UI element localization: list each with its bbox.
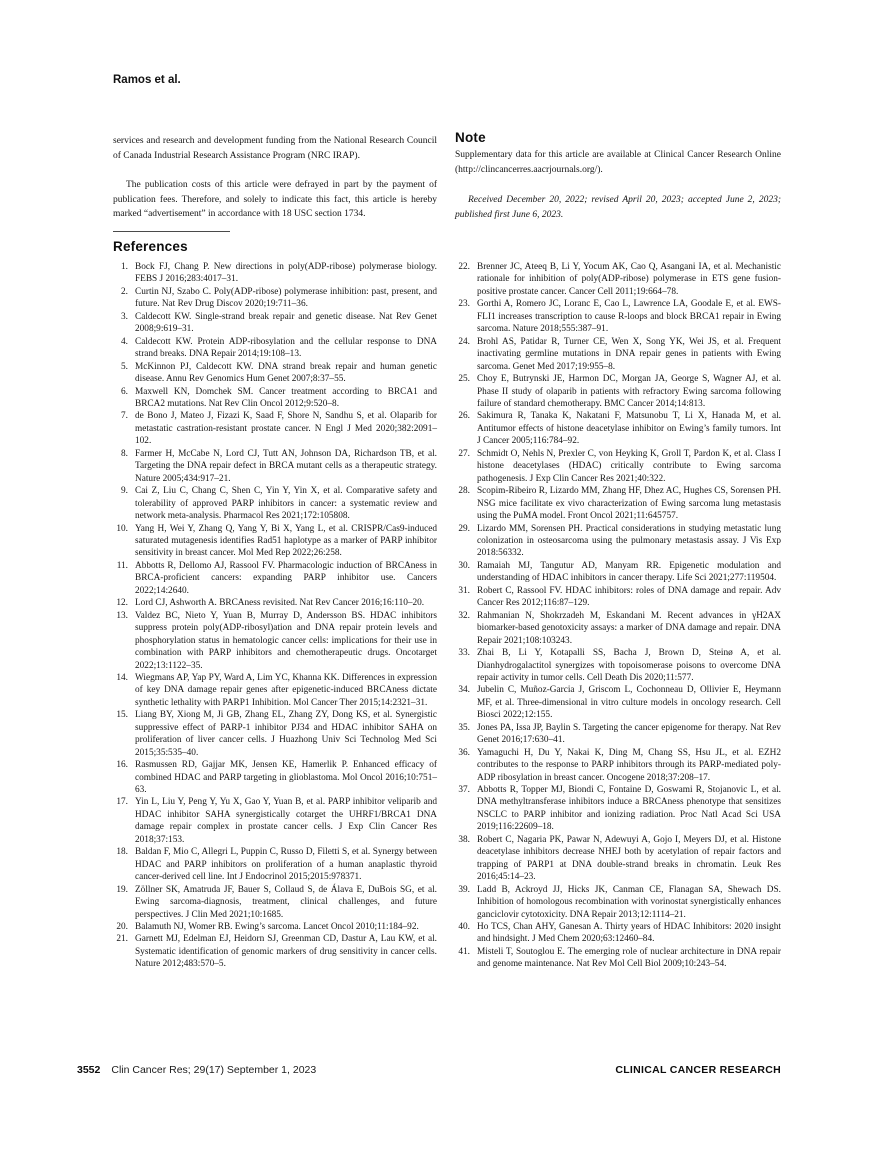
note-heading: Note — [455, 130, 486, 145]
reference-number: 11. — [116, 560, 128, 571]
reference-number: 21. — [116, 934, 128, 945]
reference-text: Curtin NJ, Szabo C. Poly(ADP-ribose) polymerase inhibition: past, present, and future. Nat Rev Drug Discov 2020;19:711–36. — [135, 286, 437, 310]
reference-text: Cai Z, Liu C, Chang C, Shen C, Yin Y, Yin X, et al. Comparative safety and tolerability of approved PARP inhibitors in cancer: a systematic review and network meta-analysis. Pharmacol Res 2021;172:105808. — [135, 486, 437, 522]
note-section — [455, 130, 781, 222]
reference-text: Abbotts R, Topper MJ, Biondi C, Fontaine D, Goswami R, Stojanovic L, et al. DNA methyltransferase inhibitors induce a BRCAness phenotype that sensitizes NSCLC to PARP inhibitor and ionizing radiation. Proc Natl Acad Sci USA 2019;116:22609–18. — [477, 785, 781, 833]
reference-item — [455, 610, 781, 647]
reference-item — [113, 361, 437, 386]
reference-number: 38. — [458, 834, 470, 845]
reference-item — [113, 846, 437, 883]
reference-text: McKinnon PJ, Caldecott KW. DNA strand break repair and human genetic disease. Annu Rev Genomics Hum Genet 2007;8:37–55. — [135, 361, 437, 385]
reference-text: Gorthi A, Romero JC, Loranc E, Cao L, Lawrence LA, Goodale E, et al. EWS-FLI1 increases transcription to cause R-loops and block BRCA1 repair in Ewing sarcoma. Nature 2018;555:387–91. — [477, 299, 781, 335]
reference-number: 18. — [116, 847, 128, 858]
reference-text: Sakimura R, Tanaka K, Nakatani F, Matsunobu T, Li X, Hanada M, et al. Antitumor effects of histone deacetylase inhibitor on Ewing’s family tumors. Int J Cancer 2005;116:784–92. — [477, 411, 781, 447]
reference-item — [113, 884, 437, 921]
reference-text: Jones PA, Issa JP, Baylin S. Targeting the cancer epigenome for therapy. Nat Rev Genet 2016;17:630–41. — [477, 722, 781, 746]
reference-text: Balamuth NJ, Womer RB. Ewing’s sarcoma. Lancet Oncol 2010;11:184–92. — [135, 922, 419, 933]
reference-item — [113, 485, 437, 522]
reference-item — [455, 523, 781, 560]
reference-text: Valdez BC, Nieto Y, Yuan B, Murray D, Andersson BS. HDAC inhibitors suppress protein poly(ADP-ribosyl)ation and DNA repair protein levels and phosphorylation status in hematologic cancer cells: implications for their use in combination with PARP inhibitors and chemotherapeutic drugs. Oncotarget 2022;13:1122–35. — [135, 610, 437, 671]
reference-number: 5. — [121, 361, 128, 372]
reference-item — [113, 759, 437, 796]
reference-text: Yang H, Wei Y, Zhang Q, Yang Y, Bi X, Yang L, et al. CRISPR/Cas9-induced saturated mutagenesis identifies Rad51 haplotype as a marker of PARP inhibitor sensitivity in breast cancer. Mol Med Rep 2022;26:258. — [135, 523, 437, 559]
reference-text: Ladd B, Ackroyd JJ, Hicks JK, Canman CE, Flanagan SA, Shewach DS. Inhibition of homologous recombination with vorinostat synergistically enhances ganciclovir cytotoxicity. DNA Repair 2013;12:1114–21. — [477, 884, 781, 920]
reference-number: 40. — [458, 922, 470, 933]
reference-text: Schmidt O, Nehls N, Prexler C, von Heyking K, Groll T, Pardon K, et al. Class I histone deacetylases (HDAC) critically contribute to Ewing sarcoma pathogenesis. J Exp Clin Cancer Res 2021;40:322. — [477, 448, 781, 484]
reference-number: 8. — [121, 448, 128, 459]
reference-number: 22. — [458, 262, 470, 272]
reference-text: Abbotts R, Dellomo AJ, Rassool FV. Pharmacologic induction of BRCAness in BRCA-proficient cancers: expanding PARP inhibitor use. Cancers 2022;14:2640. — [135, 560, 437, 596]
reference-number: 32. — [458, 610, 470, 621]
reference-text: Yamaguchi H, Du Y, Nakai K, Ding M, Chang SS, Hsu JL, et al. EZH2 contributes to the response to PARP inhibitors through its PARP-mediated poly-ADP ribosylation in breast cancer. Oncogene 2018;37:208–17. — [477, 747, 781, 783]
reference-item — [455, 336, 781, 373]
reference-number: 13. — [116, 610, 128, 621]
reference-text: Ramaiah MJ, Tangutur AD, Manyam RR. Epigenetic modulation and understanding of HDAC inhibitors in cancer therapy. Life Sci 2021;277:119504. — [477, 560, 781, 584]
reference-item — [455, 921, 781, 946]
reference-item — [113, 921, 437, 933]
reference-text: Maxwell KN, Domchek SM. Cancer treatment according to BRCA1 and BRCA2 mutations. Nat Rev Clin Oncol 2012;9:520–8. — [135, 386, 437, 409]
footer-left — [77, 1064, 316, 1076]
references-column-1 — [113, 261, 437, 971]
reference-number: 39. — [458, 884, 470, 895]
reference-item — [455, 448, 781, 485]
reference-text: Lizardo MM, Sorensen PH. Practical considerations in studying metastatic lung colonization in osteosarcoma using the pulmonary metastasis assay. J Vis Exp 2018:56332. — [477, 523, 781, 559]
reference-item — [113, 336, 437, 361]
reference-text: Caldecott KW. Protein ADP-ribosylation and the cellular response to DNA strand breaks. DNA Repair 2014;19:108–13. — [135, 336, 437, 360]
running-head: Ramos et al. — [113, 74, 181, 86]
reference-number: 27. — [458, 448, 470, 459]
reference-number: 34. — [458, 685, 470, 696]
reference-text: Yin L, Liu Y, Peng Y, Yu X, Gao Y, Yuan B, et al. PARP inhibitor veliparib and HDAC inhibitor SAHA synergistically cotarget the UHRF1/BRCA1 DNA damage repair complex in prostate cancer cells. J Exp Clin Cancer Res 2018;37:153. — [135, 797, 437, 845]
reference-number: 33. — [458, 648, 470, 659]
reference-item — [113, 386, 437, 411]
reference-text: Farmer H, McCabe N, Lord CJ, Tutt AN, Johnson DA, Richardson TB, et al. Targeting the DNA repair defect in BRCA mutant cells as a therapeutic strategy. Nature 2005;434:917–21. — [135, 448, 437, 484]
acknowledgments-paragraph-2: The publication costs of this article were defrayed in part by the payment of publication fees. Therefore, and solely to indicate this fact, this article is hereby marked “advertisement” in accordance with 18 USC section 1734. — [113, 180, 437, 220]
reference-item — [113, 672, 437, 709]
reference-text: Bock FJ, Chang P. New directions in poly(ADP-ribose) polymerase biology. FEBS J 2016;283:4017–31. — [135, 262, 437, 285]
reference-item — [113, 933, 437, 970]
reference-text: Rasmussen RD, Gajjar MK, Jensen KE, Hamerlik P. Enhanced efficacy of combined HDAC and PARP targeting in glioblastoma. Mol Oncol 2016;10:751–63. — [135, 760, 437, 796]
reference-text: Rahmanian N, Shokrzadeh M, Eskandani M. Recent advances in γH2AX biomarker-based genotoxicity assays: a marker of DNA damage and repair. DNA Repair 2021;108:103243. — [477, 610, 781, 646]
reference-number: 26. — [458, 411, 470, 422]
reference-item — [455, 946, 781, 971]
reference-item — [455, 647, 781, 684]
reference-number: 14. — [116, 672, 128, 683]
reference-text: Liang BY, Xiong M, Ji GB, Zhang EL, Zhang ZY, Dong KS, et al. Synergistic suppressive effect of PARP-1 inhibitor PJ34 and HDAC inhibitor SAHA on proliferation of liver cancer cells. J Huazhong Univ Sci Technolog Med Sci 2015;35:535–40. — [135, 710, 437, 758]
reference-text: Choy E, Butrynski JE, Harmon DC, Morgan JA, George S, Wagner AJ, et al. Phase II study of olaparib in patients with refractory Ewing sarcoma following failure of standard chemotherapy. BMC Cancer 2014;14:813. — [477, 374, 781, 409]
reference-number: 2. — [121, 286, 128, 297]
reference-number: 3. — [121, 311, 128, 322]
reference-item — [455, 261, 781, 298]
reference-number: 30. — [458, 560, 470, 571]
reference-text: Misteli T, Soutoglou E. The emerging role of nuclear architecture in DNA repair and genome maintenance. Nat Rev Mol Cell Biol 2009;10:243–54. — [477, 946, 781, 970]
reference-text: Garnett MJ, Edelman EJ, Heidorn SJ, Greenman CD, Dastur A, Lau KW, et al. Systematic identification of genomic markers of drug sensitivity in cancer cells. Nature 2012;483:570–5. — [135, 934, 437, 970]
reference-item — [455, 834, 781, 884]
journal-citation: Clin Cancer Res; 29(17) September 1, 2023 — [111, 1064, 317, 1076]
reference-number: 31. — [458, 585, 470, 596]
reference-text: Caldecott KW. Single-strand break repair and genetic disease. Nat Rev Genet 2008;9:619–31. — [135, 311, 437, 335]
reference-number: 4. — [121, 336, 128, 347]
reference-item — [113, 597, 437, 609]
reference-item — [455, 560, 781, 585]
references-column-2 — [455, 261, 781, 971]
reference-number: 37. — [458, 785, 470, 796]
reference-number: 25. — [458, 374, 470, 385]
reference-text: Lord CJ, Ashworth A. BRCAness revisited. Nat Rev Cancer 2016;16:110–20. — [135, 598, 425, 609]
journal-name: CLINICAL CANCER RESEARCH — [615, 1064, 781, 1076]
reference-text: Baldan F, Mio C, Allegri L, Puppin C, Russo D, Filetti S, et al. Synergy between HDAC and PARP inhibitors on proliferation of a human anaplastic thyroid cancer-derived cell line. Int J Endocrinol 2015;2015:978371. — [135, 847, 437, 883]
reference-item — [113, 286, 437, 311]
reference-item — [455, 884, 781, 921]
reference-item — [455, 684, 781, 721]
reference-number: 35. — [458, 722, 470, 733]
page-number: 3552 — [77, 1064, 101, 1076]
reference-text: Zöllner SK, Amatruda JF, Bauer S, Collaud S, de Álava E, DuBois SG, et al. Ewing sarcoma-diagnosis, treatment, clinical challenges, and future perspectives. J Clin Med 2021;10:1685. — [135, 884, 437, 920]
reference-item — [455, 784, 781, 834]
reference-text: Brenner JC, Ateeq B, Li Y, Yocum AK, Cao Q, Asangani IA, et al. Mechanistic rationale for inhibition of poly(ADP-ribose) polymerase in ETS gene fusion-positive prostate cancer. Cancer Cell 2011;19:664–78. — [477, 262, 781, 297]
reference-number: 41. — [458, 946, 470, 957]
reference-text: Ho TCS, Chan AHY, Ganesan A. Thirty years of HDAC Inhibitors: 2020 insight and hindsight. J Med Chem 2020;63:12460–84. — [477, 922, 781, 945]
reference-number: 10. — [116, 523, 128, 534]
reference-number: 12. — [116, 598, 128, 609]
note-paragraph-2: Received December 20, 2022; revised April 20, 2023; accepted June 2, 2023; published first June 6, 2023. — [455, 195, 781, 220]
reference-number: 17. — [116, 797, 128, 808]
reference-number: 29. — [458, 523, 470, 534]
reference-item — [113, 709, 437, 759]
note-paragraph-1: Supplementary data for this article are available at Clinical Cancer Research Online (http://clincancerres.aacrjournals.org/). — [455, 150, 781, 175]
reference-item — [455, 373, 781, 410]
reference-number: 23. — [458, 299, 470, 310]
reference-item — [455, 298, 781, 335]
acknowledgments-column — [113, 134, 437, 222]
reference-item — [113, 410, 437, 447]
reference-text: Robert C, Nagaria PK, Pawar N, Adewuyi A, Gojo I, Meyers DJ, et al. Histone deacetylase inhibitors decrease NHEJ both by acetylation of repair factors and trapping of PARP1 at DNA double-strand breaks in chromatin. Leuk Res 2016;45:14–23. — [477, 834, 781, 883]
reference-number: 15. — [116, 710, 128, 721]
reference-number: 6. — [121, 386, 128, 397]
reference-text: Scopim-Ribeiro R, Lizardo MM, Zhang HF, Dhez AC, Hughes CS, Sorensen PH. NSG mice facilitate ex vivo characterization of Ewing sarcoma lung metastasis using the PuMA model. Front Oncol 2021;11:645757. — [477, 486, 781, 522]
reference-item — [455, 410, 781, 447]
reference-item — [455, 485, 781, 522]
reference-text: de Bono J, Mateo J, Fizazi K, Saad F, Shore N, Sandhu S, et al. Olaparib for metastatic castration-resistant prostate cancer. N Engl J Med 2020;382:2091–102. — [135, 411, 437, 447]
reference-text: Jubelin C, Muñoz-Garcia J, Griscom L, Cochonneau D, Ollivier E, Heymann MF, et al. Three-dimensional in vitro culture models in oncology research. Cell Biosci 2022;12:155. — [477, 685, 781, 721]
reference-number: 1. — [121, 262, 128, 272]
reference-number: 16. — [116, 760, 128, 771]
reference-item — [113, 796, 437, 846]
references-heading: References — [113, 239, 188, 254]
section-divider-rule — [113, 231, 230, 232]
reference-number: 24. — [458, 336, 470, 347]
reference-item — [455, 722, 781, 747]
reference-number: 9. — [121, 486, 128, 497]
reference-item — [113, 448, 437, 485]
reference-number: 36. — [458, 747, 470, 758]
reference-item — [113, 261, 437, 286]
acknowledgments-paragraph-1: services and research and development funding from the National Research Council of Canada Industrial Research Assistance Program (NRC IRAP). — [113, 136, 437, 161]
reference-number: 7. — [121, 411, 128, 422]
reference-item — [113, 560, 437, 597]
reference-text: Brohl AS, Patidar R, Turner CE, Wen X, Song YK, Wei JS, et al. Frequent inactivating germline mutations in DNA repair genes in patients with Ewing sarcoma. Genet Med 2017;19:955–8. — [477, 336, 781, 372]
reference-item — [113, 311, 437, 336]
reference-text: Robert C, Rassool FV. HDAC inhibitors: roles of DNA damage and repair. Adv Cancer Res 2012;116:87–129. — [477, 585, 781, 609]
reference-item — [113, 610, 437, 672]
reference-text: Wiegmans AP, Yap PY, Ward A, Lim YC, Khanna KK. Differences in expression of key DNA damage repair genes after epigenetic-induced BRCAness dictate synthetic lethality with PARP1 Inhibition. Mol Cancer Ther 2015;14:2321–31. — [135, 672, 437, 708]
reference-item — [455, 585, 781, 610]
reference-text: Zhai B, Li Y, Kotapalli SS, Bacha J, Brown D, Steinø A, et al. Dianhydrogalactitol synergizes with topoisomerase poisons to overcome DNA repair activity in tumor cells. Cell Death Dis 2020;11:577. — [477, 648, 781, 683]
reference-item — [113, 523, 437, 560]
reference-item — [455, 747, 781, 784]
reference-number: 20. — [116, 922, 128, 933]
reference-number: 19. — [116, 884, 128, 895]
reference-number: 28. — [458, 486, 470, 497]
